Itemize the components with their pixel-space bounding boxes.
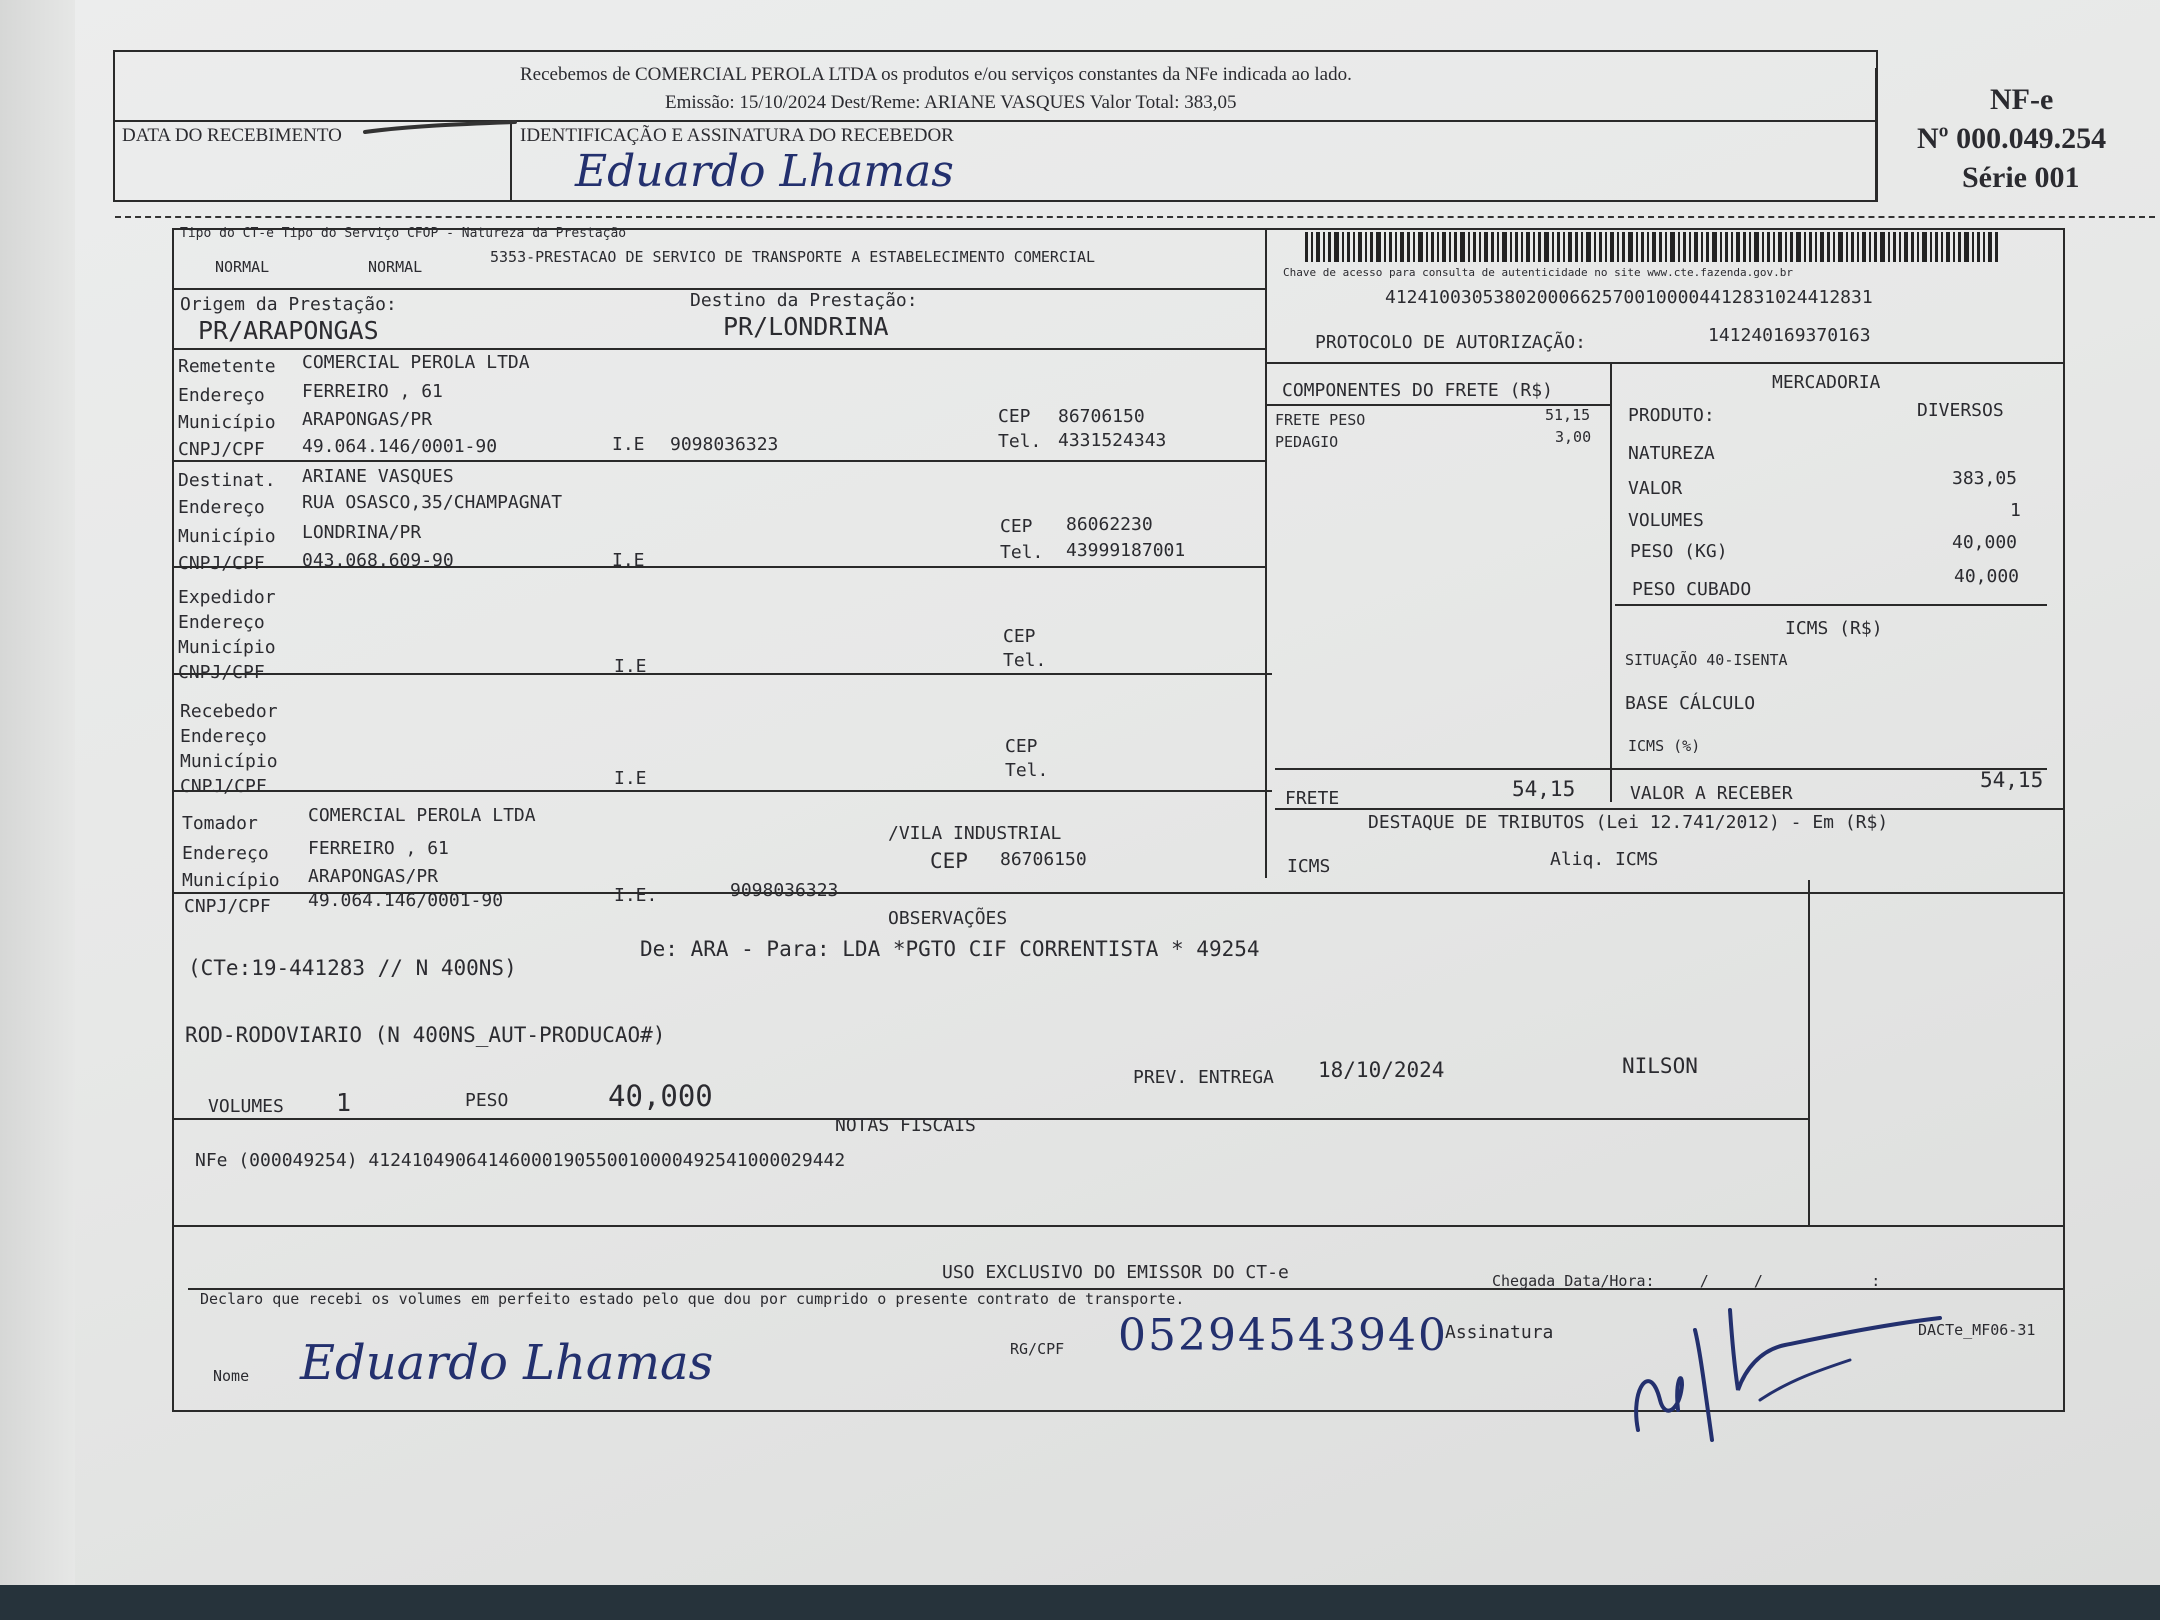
paper-edge-shadow bbox=[0, 0, 75, 1585]
recebedor-cep-label: CEP bbox=[1005, 736, 1038, 757]
tomador-ie-label: I.E. bbox=[614, 885, 658, 906]
recebedor-end-label: Endereço bbox=[180, 726, 267, 747]
expedidor-cnpj-label: CNPJ/CPF bbox=[178, 662, 265, 683]
destino-label: Destino da Prestação: bbox=[690, 290, 918, 311]
barcode bbox=[1305, 232, 2005, 262]
nfe-chave: NFe (000049254) 41241049064146000190550010000492541000029442 bbox=[195, 1150, 846, 1171]
peso-value: 40,000 bbox=[1952, 532, 2018, 553]
expedidor-ie-label: I.E bbox=[614, 656, 647, 677]
destinatario-mun-label: Município bbox=[178, 526, 276, 547]
identificacao-label: IDENTIFICAÇÃO E ASSINATURA DO RECEBEDOR bbox=[520, 125, 954, 146]
remetente-end-label: Endereço bbox=[178, 385, 265, 406]
hline-totais bbox=[1275, 768, 2047, 770]
tomador-ie: 9098036323 bbox=[730, 880, 839, 901]
remetente-cep-label: CEP bbox=[998, 406, 1031, 427]
destinatario-label: Destinat. bbox=[178, 470, 276, 491]
remetente-endereco: FERREIRO , 61 bbox=[302, 381, 443, 402]
assinatura-label: Assinatura bbox=[1445, 1322, 1554, 1343]
peso-cubado-label: PESO CUBADO bbox=[1632, 579, 1752, 600]
hline-recebedor bbox=[172, 673, 1272, 675]
nfe-serie: Série 001 bbox=[1962, 161, 2080, 194]
tomador-cep-label: CEP bbox=[930, 849, 968, 873]
tomador-cnpj-label: CNPJ/CPF bbox=[184, 896, 271, 917]
destinatario-cnpj: 043.068.609-90 bbox=[302, 550, 454, 571]
tomador-endereco: FERREIRO , 61 bbox=[308, 838, 449, 859]
hline-notas bbox=[172, 1118, 1808, 1120]
uso-exclusivo: USO EXCLUSIVO DO EMISSOR DO CT-e bbox=[942, 1262, 1289, 1283]
protocolo-value: 141240169370163 bbox=[1708, 325, 1871, 346]
prev-entrega-value: 18/10/2024 bbox=[1318, 1058, 1445, 1082]
tomador-bairro: /VILA INDUSTRIAL bbox=[888, 823, 1062, 844]
tomador-cnpj: 49.064.146/0001-90 bbox=[308, 890, 504, 911]
tributos-icms-label: ICMS bbox=[1287, 856, 1331, 877]
protocolo-label: PROTOCOLO DE AUTORIZAÇÃO: bbox=[1315, 332, 1586, 353]
produto-value: DIVERSOS bbox=[1917, 400, 2004, 421]
destinatario-cep: 86062230 bbox=[1066, 514, 1153, 535]
nfe-number: Nº 000.049.254 bbox=[1917, 122, 2107, 155]
notas-title: NOTAS FISCAIS bbox=[835, 1115, 976, 1136]
obs-peso-label: PESO bbox=[465, 1090, 509, 1111]
destinatario-endereco: RUA OSASCO,35/CHAMPAGNAT bbox=[302, 492, 563, 513]
remetente-cnpj: 49.064.146/0001-90 bbox=[302, 436, 498, 457]
remetente-cnpj-label: CNPJ/CPF bbox=[178, 439, 265, 460]
obs-line1b: De: ARA - Para: LDA *PGTO CIF CORRENTISTA * 49254 bbox=[640, 937, 1260, 961]
destino-value: PR/LONDRINA bbox=[723, 312, 889, 341]
data-recebimento-label: DATA DO RECEBIMENTO bbox=[122, 125, 342, 146]
obs-peso-value: 40,000 bbox=[608, 1079, 713, 1113]
volumes-value: 1 bbox=[2010, 500, 2021, 521]
hline-observacoes bbox=[172, 892, 2065, 894]
tomador-label: Tomador bbox=[182, 813, 258, 834]
cfop: 5353-PRESTACAO DE SERVICO DE TRANSPORTE A ESTABELECIMENTO COMERCIAL bbox=[490, 248, 1096, 266]
hline-rodape bbox=[172, 1225, 2065, 1227]
tomador-cep: 86706150 bbox=[1000, 849, 1087, 870]
icms-title: ICMS (R$) bbox=[1785, 618, 1883, 639]
hline-icms bbox=[1615, 604, 2047, 606]
origem-value: PR/ARAPONGAS bbox=[198, 316, 379, 345]
volumes-label: VOLUMES bbox=[1628, 510, 1704, 531]
tipo-servico: NORMAL bbox=[368, 258, 423, 276]
hline-right-top bbox=[1265, 362, 2065, 364]
remetente-nome: COMERCIAL PEROLA LTDA bbox=[302, 352, 530, 373]
destinatario-end-label: Endereço bbox=[178, 497, 265, 518]
rg-cpf-value: 05294543940 bbox=[1118, 1310, 1448, 1361]
remetente-tel-label: Tel. bbox=[998, 431, 1042, 452]
obs-volumes-value: 1 bbox=[336, 1088, 352, 1117]
destinatario-municipio: LONDRINA/PR bbox=[302, 522, 422, 543]
tomador-nome: COMERCIAL PEROLA LTDA bbox=[308, 805, 536, 826]
destinatario-tel-label: Tel. bbox=[1000, 542, 1044, 563]
origem-label: Origem da Prestação: bbox=[180, 294, 397, 315]
stub-divider bbox=[1875, 68, 1877, 202]
chave-label: Chave de acesso para consulta de autenticidade no site www.cte.fazenda.gov.br bbox=[1283, 266, 1793, 279]
recebedor-label: Recebedor bbox=[180, 701, 278, 722]
vline-componentes bbox=[1610, 362, 1612, 802]
rg-cpf-label: RG/CPF bbox=[1010, 1340, 1065, 1358]
obs-volumes-label: VOLUMES bbox=[208, 1096, 284, 1117]
destinatario-tel: 43999187001 bbox=[1066, 540, 1186, 561]
componente-pedagio-value: 3,00 bbox=[1555, 428, 1592, 446]
remetente-ie: 9098036323 bbox=[670, 434, 779, 455]
tributos-aliq-label: Aliq. ICMS bbox=[1550, 849, 1659, 870]
hline-remetente bbox=[172, 348, 1265, 350]
recebedor-mun-label: Município bbox=[180, 751, 278, 772]
hline-tributos bbox=[1275, 808, 2065, 810]
pen-mark bbox=[360, 118, 520, 138]
emissao-text: Emissão: 15/10/2024 Dest/Reme: ARIANE VASQUES Valor Total: 383,05 bbox=[665, 92, 1237, 113]
dacte-code: DACTe_MF06-31 bbox=[1918, 1321, 2036, 1339]
main-divider bbox=[1265, 228, 1267, 878]
obs-line1a: (CTe:19-441283 // N 400NS) bbox=[188, 956, 517, 980]
recebedor-ie-label: I.E bbox=[614, 768, 647, 789]
expedidor-mun-label: Município bbox=[178, 637, 276, 658]
perforation-line bbox=[115, 216, 2155, 218]
hline-expedidor bbox=[172, 566, 1265, 568]
motorista-name: NILSON bbox=[1622, 1054, 1698, 1078]
remetente-tel: 4331524343 bbox=[1058, 430, 1167, 451]
frete-total-value: 54,15 bbox=[1512, 777, 1576, 801]
vline-observacoes bbox=[1808, 880, 1810, 1225]
chave-acesso: 41241003053802000662570010000441283102441283​1 bbox=[1385, 287, 1873, 308]
componente-frete-peso-value: 51,15 bbox=[1545, 406, 1591, 424]
frete-total-label: FRETE bbox=[1285, 788, 1340, 809]
destinatario-cep-label: CEP bbox=[1000, 516, 1033, 537]
driver-signature-scribble bbox=[1620, 1290, 1950, 1450]
destinatario-cnpj-label: CNPJ/CPF bbox=[178, 553, 265, 574]
receiver-signature: Eduardo Lhamas bbox=[575, 146, 954, 197]
tipo-cte: NORMAL bbox=[215, 258, 270, 276]
remetente-label: Remetente bbox=[178, 356, 276, 377]
natureza-label: NATUREZA bbox=[1628, 443, 1715, 464]
valor-receber-value: 54,15 bbox=[1980, 768, 2044, 792]
remetente-mun-label: Município bbox=[178, 412, 276, 433]
chegada-data-hora: Chegada Data/Hora:_____/_____/_______ ____:____ bbox=[1492, 1272, 1917, 1290]
prev-entrega-label: PREV. ENTREGA bbox=[1133, 1067, 1274, 1088]
recebemos-text: Recebemos de COMERCIAL PEROLA LTDA os produtos e/ou serviços constantes da NFe indicada ao lado. bbox=[520, 64, 1352, 85]
produto-label: PRODUTO: bbox=[1628, 405, 1715, 426]
obs-line2: ROD-RODOVIARIO (N 400NS_AUT-PRODUCAO#) bbox=[185, 1023, 666, 1047]
nome-signature: Eduardo Lhamas bbox=[300, 1335, 714, 1391]
destinatario-nome: ARIANE VASQUES bbox=[302, 466, 454, 487]
mercadoria-title: MERCADORIA bbox=[1772, 372, 1881, 393]
remetente-cep: 86706150 bbox=[1058, 406, 1145, 427]
componente-pedagio-label: PEDAGIO bbox=[1275, 433, 1339, 451]
tributos-title: DESTAQUE DE TRIBUTOS (Lei 12.741/2012) - Em (R$) bbox=[1368, 812, 1889, 833]
tomador-end-label: Endereço bbox=[182, 843, 269, 864]
tipo-header: Tipo do CT-e Tipo do Serviço CFOP - Natureza da Prestação bbox=[180, 226, 627, 241]
recebedor-tel-label: Tel. bbox=[1005, 760, 1049, 781]
valor-value: 383,05 bbox=[1952, 468, 2018, 489]
base-calculo-label: BASE CÁLCULO bbox=[1625, 693, 1756, 714]
nome-label: Nome bbox=[213, 1367, 250, 1385]
tomador-mun-label: Município bbox=[182, 870, 280, 891]
observacoes-title: OBSERVAÇÕES bbox=[888, 908, 1008, 929]
expedidor-label: Expedidor bbox=[178, 587, 276, 608]
componente-frete-peso-label: FRETE PESO bbox=[1275, 411, 1366, 429]
expedidor-cep-label: CEP bbox=[1003, 626, 1036, 647]
valor-receber-label: VALOR A RECEBER bbox=[1630, 783, 1793, 804]
remetente-ie-label: I.E bbox=[612, 434, 645, 455]
hline-destinatario bbox=[172, 460, 1265, 462]
hline-tomador bbox=[172, 790, 1272, 792]
destinatario-ie-label: I.E bbox=[612, 550, 645, 571]
componentes-title: COMPONENTES DO FRETE (R$) bbox=[1282, 380, 1553, 401]
declaro-text: Declaro que recebi os volumes em perfeito estado pelo que dou por cumprido o presente contrato de transporte. bbox=[200, 1290, 1185, 1308]
icms-situacao: SITUAÇÃO 40-ISENTA bbox=[1625, 651, 1788, 669]
recebedor-cnpj-label: CNPJ/CPF bbox=[180, 776, 267, 797]
peso-cubado-value: 40,000 bbox=[1954, 566, 2020, 587]
remetente-municipio: ARAPONGAS/PR bbox=[302, 409, 433, 430]
nfe-label: NF-e bbox=[1990, 83, 2054, 116]
expedidor-end-label: Endereço bbox=[178, 612, 265, 633]
peso-label: PESO (KG) bbox=[1630, 541, 1728, 562]
icms-pct-label: ICMS (%) bbox=[1628, 737, 1701, 755]
expedidor-tel-label: Tel. bbox=[1003, 650, 1047, 671]
valor-label: VALOR bbox=[1628, 478, 1683, 499]
tomador-municipio: ARAPONGAS/PR bbox=[308, 866, 439, 887]
